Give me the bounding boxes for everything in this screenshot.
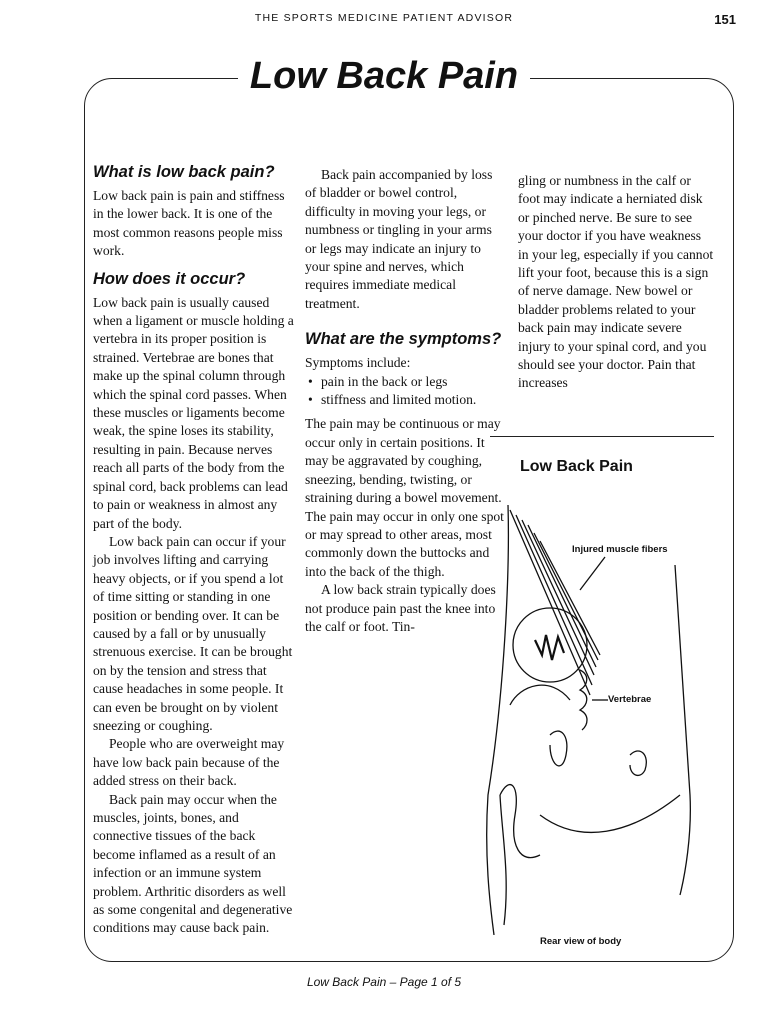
back-anatomy-illustration [480,495,710,935]
page-footer: Low Back Pain – Page 1 of 5 [306,975,462,989]
muscle-fiber-lines [510,510,600,695]
heading-symptoms: What are the symptoms? [305,330,502,349]
injured-fibers-mark [535,635,564,660]
symptoms-intro: Symptoms include: [305,355,411,371]
injury-magnifier-circle [513,608,587,682]
paragraph-symptoms-1: The pain may be continuous or may occur only in certain positions. It may be aggravated by coughing, sneezing, bending, twisting, or straining during a bowel movement. The pain may occur in only one spot or may spread to other areas, most commonly down the buttocks and into the back of the thigh. [305,416,504,579]
right-body-outline [675,565,690,895]
page-number: 151 [714,12,736,27]
symptoms-list [305,373,505,410]
heading-what-is: What is low back pain? [93,163,275,181]
list-item: • stiffness and limited motion. [321,391,505,409]
page-title: Low Back Pain [238,52,530,100]
paragraph-how-occur-5: Back pain accompanied by loss of bladder or bowel control, difficulty in moving your legs, or numbness or tingling in your arms or legs may indicate an injury to your spine and nerves, which requires immediate medical treatment. [305,167,493,311]
hip-joint-curve [500,785,540,858]
list-item: • pain in the back or legs [321,373,505,391]
paragraph-how-occur-1: Low back pain is usually caused when a ligament or muscle holding a vertebra in its proper position is strained. Vertebrae are bones that make up the spinal column through which the spinal cord passes. When these muscles or ligaments become weak, the spine loses its stability, resulting in pain. Because nerves reach all parts of the body from the spinal cord, back problems can lead to pain or weakness in almost any part of the body. [93,294,294,531]
left-body-outline [487,505,509,935]
paragraph-symptoms-2: A low back strain typically does not produce pain past the knee into the calf or foot. Tin- [305,582,496,634]
column-3 [518,172,714,393]
figure-title: Low Back Pain [520,458,633,475]
running-header: THE SPORTS MEDICINE PATIENT ADVISOR [254,12,514,24]
left-thigh-outline [500,795,506,925]
figure-divider [490,436,714,437]
figure-caption: Rear view of body [540,936,622,947]
label-vertebrae: Vertebrae [608,694,652,705]
injury-pointer-line [580,557,605,590]
paragraph-how-occur-4: Back pain may occur when the muscles, joints, bones, and connective tissues of the back become inflamed as a result of an infection or an immune system problem. Arthritic disorders as well as some congenital and degenerative conditions may cause back pain. [93,791,293,936]
buttocks-curve [540,795,680,832]
hip-bone-shape [630,751,646,775]
paragraph-how-occur-3: People who are overweight may have low back pain because of the added stress on their back. [93,736,285,789]
column-2 [305,166,505,636]
sacrum-shape [550,731,567,766]
paragraph-how-occur-2: Low back pain can occur if your job involves lifting and carrying heavy objects, or if you spend a lot of time sitting or standing in one position or bending over. It can be caused by a fall or by unusually strenuous exercise. It can be brought on by the tension and stress that cause headaches in some people. It can even be brought on by violent sneezing or coughing. [93,533,293,733]
label-injured-muscle: Injured muscle fibers [572,544,668,555]
pelvis-top-curve [510,685,570,705]
heading-how-occur: How does it occur? [93,269,246,288]
title-wrapper [0,52,768,100]
column-1 [93,162,296,938]
paragraph-what-is: Low back pain is pain and stiffness in the lower back. It is one of the most common reasons people miss work. [93,188,285,259]
paragraph-symptoms-3: gling or numbness in the calf or foot may indicate a herniated disk or pinched nerve. Be sure to see your doctor if you have weakness in your leg, especially if you cannot lift your foot, because this is a sign of nerve damage. New bowel or bladder problems related to your back pain may indicate severe injury to your spinal cord, and you should see your doctor. Pain that increases [518,173,714,391]
